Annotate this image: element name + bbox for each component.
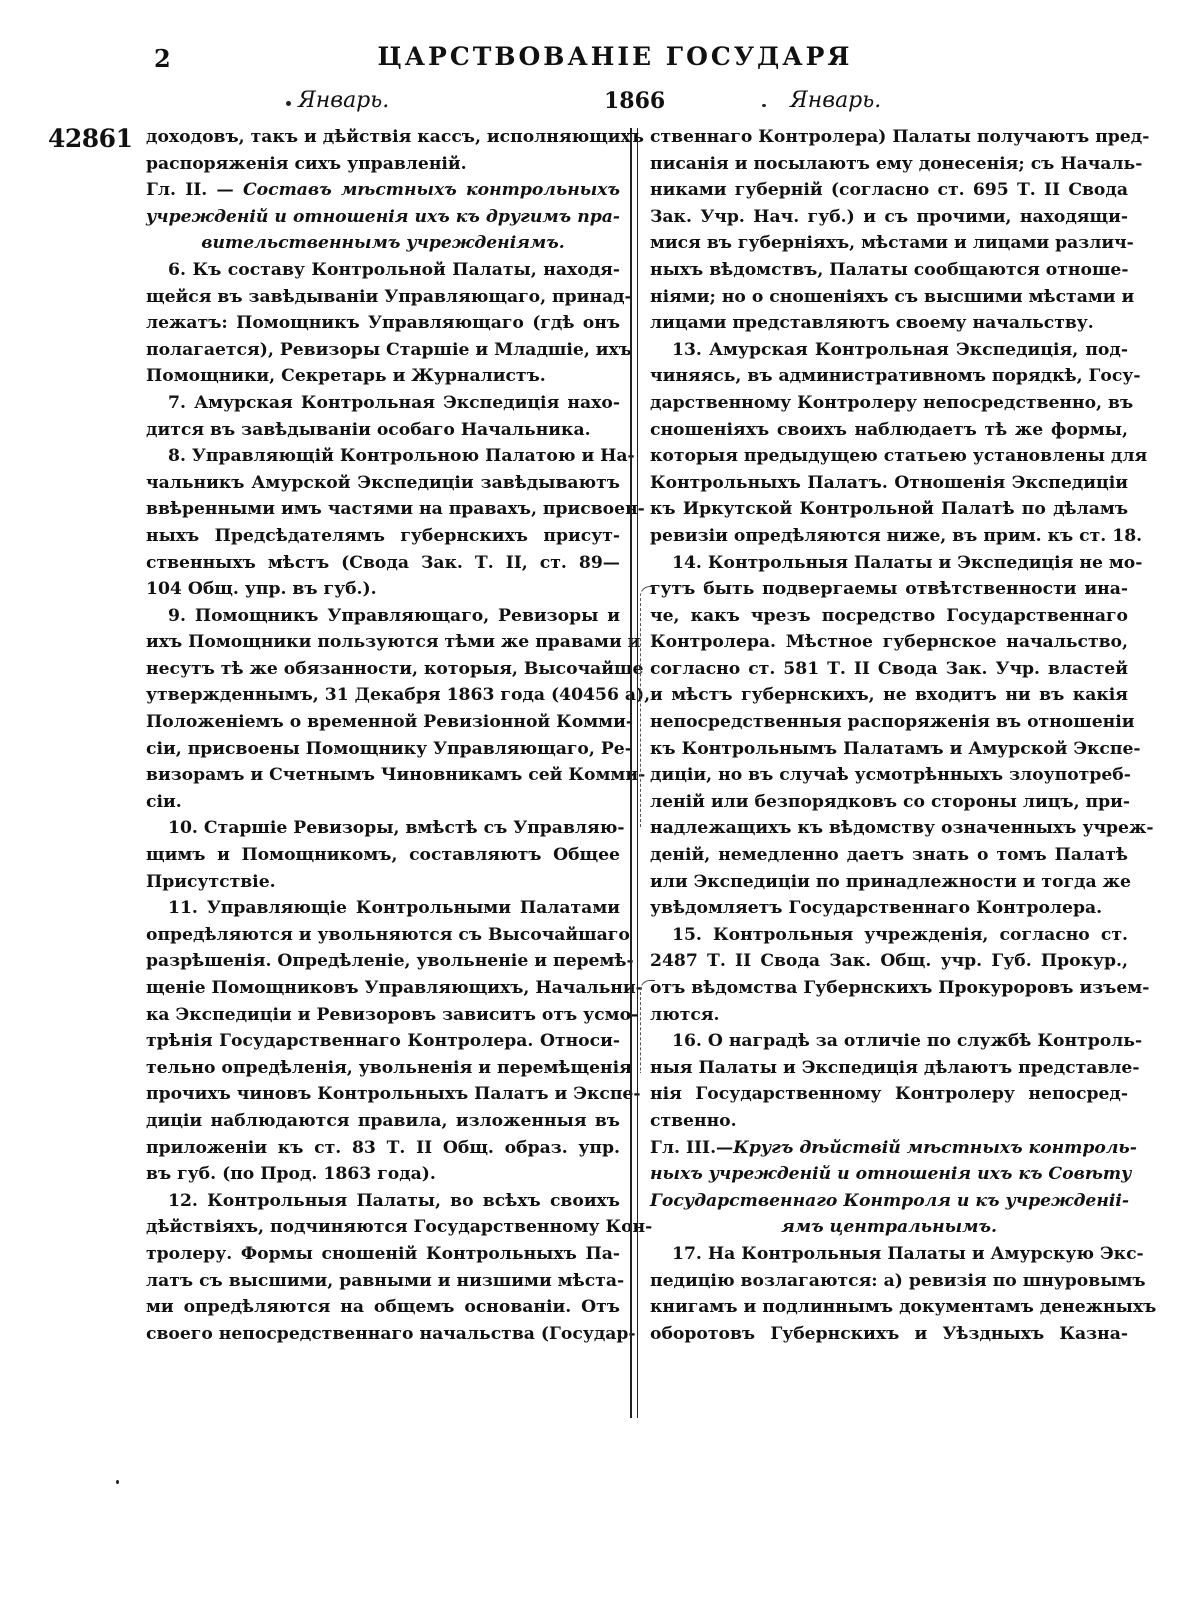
dateline-month-right: Январь. xyxy=(790,88,882,113)
text-line: 7. Амурская Контрольная Экспедиція нахо- xyxy=(168,392,620,413)
running-title: ЦАРСТВОВАНІЕ ГОСУДАРЯ xyxy=(377,42,853,71)
text-line: трѣнія Государственнаго Контролера. Относи- xyxy=(146,1031,620,1052)
text-line: 12. Контрольныя Палаты, во всѣхъ своихъ xyxy=(168,1190,620,1211)
text-line: Помощники, Секретарь и Журналистъ. xyxy=(146,366,546,387)
text-line: ніями; но о сношеніяхъ съ высшими мѣстами и xyxy=(650,286,1135,307)
text-line: ревизіи опредѣляются ниже, въ прим. къ ст. 18. xyxy=(650,525,1143,546)
text-line: и мѣстъ губернскихъ, не входитъ ни въ какія xyxy=(650,685,1128,706)
text-line: лются. xyxy=(650,1004,720,1025)
law-number: 42861 xyxy=(48,124,133,153)
chapter-title: Составъ мѣстныхъ контрольныхъ xyxy=(233,180,620,201)
text-line: щейся въ завѣдываніи Управляющаго, принад- xyxy=(146,286,632,307)
text-line: 15. Контрольныя учрежденія, согласно ст. xyxy=(672,924,1128,945)
text-line: ямъ центральнымъ. xyxy=(781,1217,997,1238)
text-line: отъ вѣдомства Губернскихъ Прокуроровъ изъем- xyxy=(650,978,1150,998)
text-line: писанія и посылаютъ ему донесенія; съ Началь- xyxy=(650,153,1143,174)
text-line: че, какъ чрезъ посредство Государственнаго xyxy=(650,605,1128,626)
text-line: диціи наблюдаются правила, изложенныя въ xyxy=(146,1110,620,1131)
text-line: ка Экспедиціи и Ревизоровъ зависитъ отъ усмо- xyxy=(146,1004,639,1025)
text-line: 13. Амурская Контрольная Экспедиція, под- xyxy=(672,339,1128,360)
text-line: которыя предыдущею статьею установлены для xyxy=(650,446,1148,467)
dateline-month-left: Январь. xyxy=(298,88,390,113)
text-line: непосредственныя распоряженія въ отношеніи xyxy=(650,712,1135,733)
text-line: оборотовъ Губернскихъ и Уѣздныхъ Казна- xyxy=(650,1323,1128,1344)
text-line: своего непосредственнаго начальства (Государ- xyxy=(146,1323,636,1344)
text-line: латъ съ высшими, равными и низшими мѣста- xyxy=(146,1270,625,1291)
text-line: деній, немедленно даетъ знать о томъ Палатѣ xyxy=(650,845,1128,866)
text-line: ственныхъ мѣстъ (Свода Зак. Т. II, ст. 89— xyxy=(146,552,620,573)
text-line: прочихъ чиновъ Контрольныхъ Палатъ и Экспе- xyxy=(146,1084,641,1105)
text-line: лицами представляютъ своему начальству. xyxy=(650,313,1094,334)
text-line: ихъ Помощники пользуются тѣми же правами и xyxy=(146,632,641,653)
chapter-title: Кругъ дѣйствій мѣстныхъ контроль- xyxy=(733,1137,1137,1158)
text-line: никами губерній (согласно ст. 695 Т. II Свода xyxy=(650,180,1128,201)
text-line: лежатъ: Помощникъ Управляющаго (гдѣ онъ xyxy=(146,313,620,334)
text-line: къ Иркутской Контрольной Палатѣ по дѣламъ xyxy=(650,499,1128,520)
text-line: Государственнаго Контроля и къ учрежденіі- xyxy=(650,1190,1130,1211)
text-line: опредѣляются и увольняются съ Высочайшаго xyxy=(146,924,630,945)
text-line: Зак. Учр. Нач. губ.) и съ прочими, находящи- xyxy=(650,206,1128,227)
text-line: 2487 Т. II Свода Зак. Общ. учр. Губ. Прокур., xyxy=(650,951,1128,972)
text-line: надлежащихъ къ вѣдомству означенныхъ учреж- xyxy=(650,818,1154,839)
text-line: нія Государственному Контролеру непосред- xyxy=(650,1084,1128,1105)
text-line: мися въ губерніяхъ, мѣстами и лицами различ- xyxy=(650,233,1134,254)
text-line: сіи, присвоены Помощнику Управляющаго, Ре- xyxy=(146,738,632,759)
text-line: приложеніи къ ст. 83 Т. II Общ. образ. упр. xyxy=(146,1137,620,1158)
chapter-number: Гл. II. — xyxy=(146,180,234,201)
text-line: увѣдомляетъ Государственнаго Контролера. xyxy=(650,898,1103,919)
text-line: щеніе Помощниковъ Управляющихъ, Начальни- xyxy=(146,978,643,998)
chapter-heading xyxy=(146,177,620,204)
text-line: 14. Контрольныя Палаты и Экспедиція не мо- xyxy=(672,552,1143,573)
text-line: 10. Старшіе Ревизоры, вмѣстѣ съ Управляю- xyxy=(168,818,625,839)
left-column xyxy=(146,124,653,1347)
text-line: тельно опредѣленія, увольненія и перемѣщенія xyxy=(146,1057,632,1078)
stray-dot-mark xyxy=(762,104,766,107)
text-line: согласно ст. 581 Т. II Свода Зак. Учр. властей xyxy=(650,658,1128,679)
text-line: учрежденій и отношенія ихъ къ другимъ пра- xyxy=(146,206,620,227)
text-line: утвержденнымъ, 31 Декабря 1863 года (40456 а), xyxy=(146,685,651,706)
text-line: ми опредѣляются на общемъ основаніи. Отъ xyxy=(146,1297,620,1318)
text-line: въ губ. (по Прод. 1863 года). xyxy=(146,1164,436,1185)
text-line: щимъ и Помощникомъ, составляютъ Общее xyxy=(146,845,620,866)
margin-bracket-mark xyxy=(640,586,655,827)
text-line: или Экспедиціи по принадлежности и тогда же xyxy=(650,871,1131,892)
text-line: 9. Помощникъ Управляющаго, Ревизоры и xyxy=(168,605,620,626)
text-line: вительственнымъ учрежденіямъ. xyxy=(201,233,565,254)
text-line: чиняясь, въ административномъ порядкѣ, Госу- xyxy=(650,366,1141,387)
text-line: книгамъ и подлиннымъ документамъ денежныхъ xyxy=(650,1297,1157,1318)
text-line: несутъ тѣ же обязанности, которыя, Высочайше xyxy=(146,658,644,679)
text-line: ныхъ вѣдомствъ, Палаты сообщаются отноше- xyxy=(650,259,1129,280)
text-line: ныхъ учрежденій и отношенія ихъ къ Совѣту xyxy=(650,1164,1132,1185)
text-line: разрѣшенія. Опредѣленіе, увольненіе и перемѣ- xyxy=(146,951,634,972)
text-line: ственнаго Контролера) Палаты получаютъ пред- xyxy=(650,127,1150,147)
text-line: 6. Къ составу Контрольной Палаты, находя- xyxy=(168,259,620,280)
text-line: ственно. xyxy=(650,1110,737,1131)
text-line: ввѣренными имъ частями на правахъ, присвоен- xyxy=(146,499,645,520)
chapter-heading xyxy=(650,1135,1137,1162)
text-line: гутъ быть подвергаемы отвѣтственности ина- xyxy=(650,579,1128,600)
text-line: леній или безпорядковъ со стороны лицъ, при- xyxy=(650,791,1131,812)
text-line: сіи. xyxy=(146,791,182,812)
text-line: ныя Палаты и Экспедиція дѣлаютъ представле- xyxy=(650,1057,1140,1078)
text-line: Контрольныхъ Палатъ. Отношенія Экспедиціи xyxy=(650,472,1128,493)
text-line: распоряженія сихъ управленій. xyxy=(146,153,467,174)
stray-dot-mark xyxy=(116,1480,119,1484)
text-line: дится въ завѣдываніи особаго Начальника. xyxy=(146,419,591,440)
text-line: диціи, но въ случаѣ усмотрѣнныхъ злоупотреб- xyxy=(650,765,1131,786)
text-line: визорамъ и Счетнымъ Чиновникамъ сей Комми- xyxy=(146,765,646,786)
text-line: доходовъ, такъ и дѣйствія кассъ, исполняющихъ xyxy=(146,127,644,147)
text-line: 8. Управляющій Контрольною Палатою и На- xyxy=(168,446,635,467)
text-line: дарственному Контролеру непосредственно, въ xyxy=(650,392,1134,413)
dateline-year: 1866 xyxy=(604,88,666,114)
text-line: дѣйствіяхъ, подчиняются Государственному Кон- xyxy=(146,1217,653,1238)
text-line: 17. На Контрольныя Палаты и Амурскую Экс- xyxy=(672,1243,1144,1264)
text-line: чальникъ Амурской Экспедиціи завѣдываютъ xyxy=(146,472,620,493)
text-line: 16. О наградѣ за отличіе по службѣ Контроль- xyxy=(672,1031,1143,1052)
text-line: педицію возлагаются: а) ревизія по шнуровымъ xyxy=(650,1270,1146,1291)
stray-dot-mark xyxy=(286,101,291,106)
text-line: 11. Управляющіе Контрольными Палатами xyxy=(168,898,620,919)
page-number: 2 xyxy=(154,44,171,73)
right-column xyxy=(650,124,1157,1347)
text-line: тролеру. Формы сношеній Контрольныхъ Па- xyxy=(146,1243,620,1264)
text-line: къ Контрольнымъ Палатамъ и Амурской Экспе- xyxy=(650,738,1141,759)
margin-bracket-mark xyxy=(640,980,655,1073)
text-line: полагается), Ревизоры Старшіе и Младшіе, ихъ xyxy=(146,339,632,360)
text-line: Контролера. Мѣстное губернское начальство, xyxy=(650,632,1128,653)
column-divider xyxy=(630,128,638,1418)
text-line: ныхъ Предсѣдателямъ губернскихъ присут- xyxy=(146,525,620,546)
text-line: сношеніяхъ своихъ наблюдаетъ тѣ же формы, xyxy=(650,419,1128,440)
text-line: Присутствіе. xyxy=(146,871,276,892)
text-line: 104 Общ. упр. въ губ.). xyxy=(146,579,377,600)
text-line: Положеніемъ о временной Ревизіонной Комми- xyxy=(146,712,633,733)
chapter-number: Гл. III.— xyxy=(650,1137,734,1158)
